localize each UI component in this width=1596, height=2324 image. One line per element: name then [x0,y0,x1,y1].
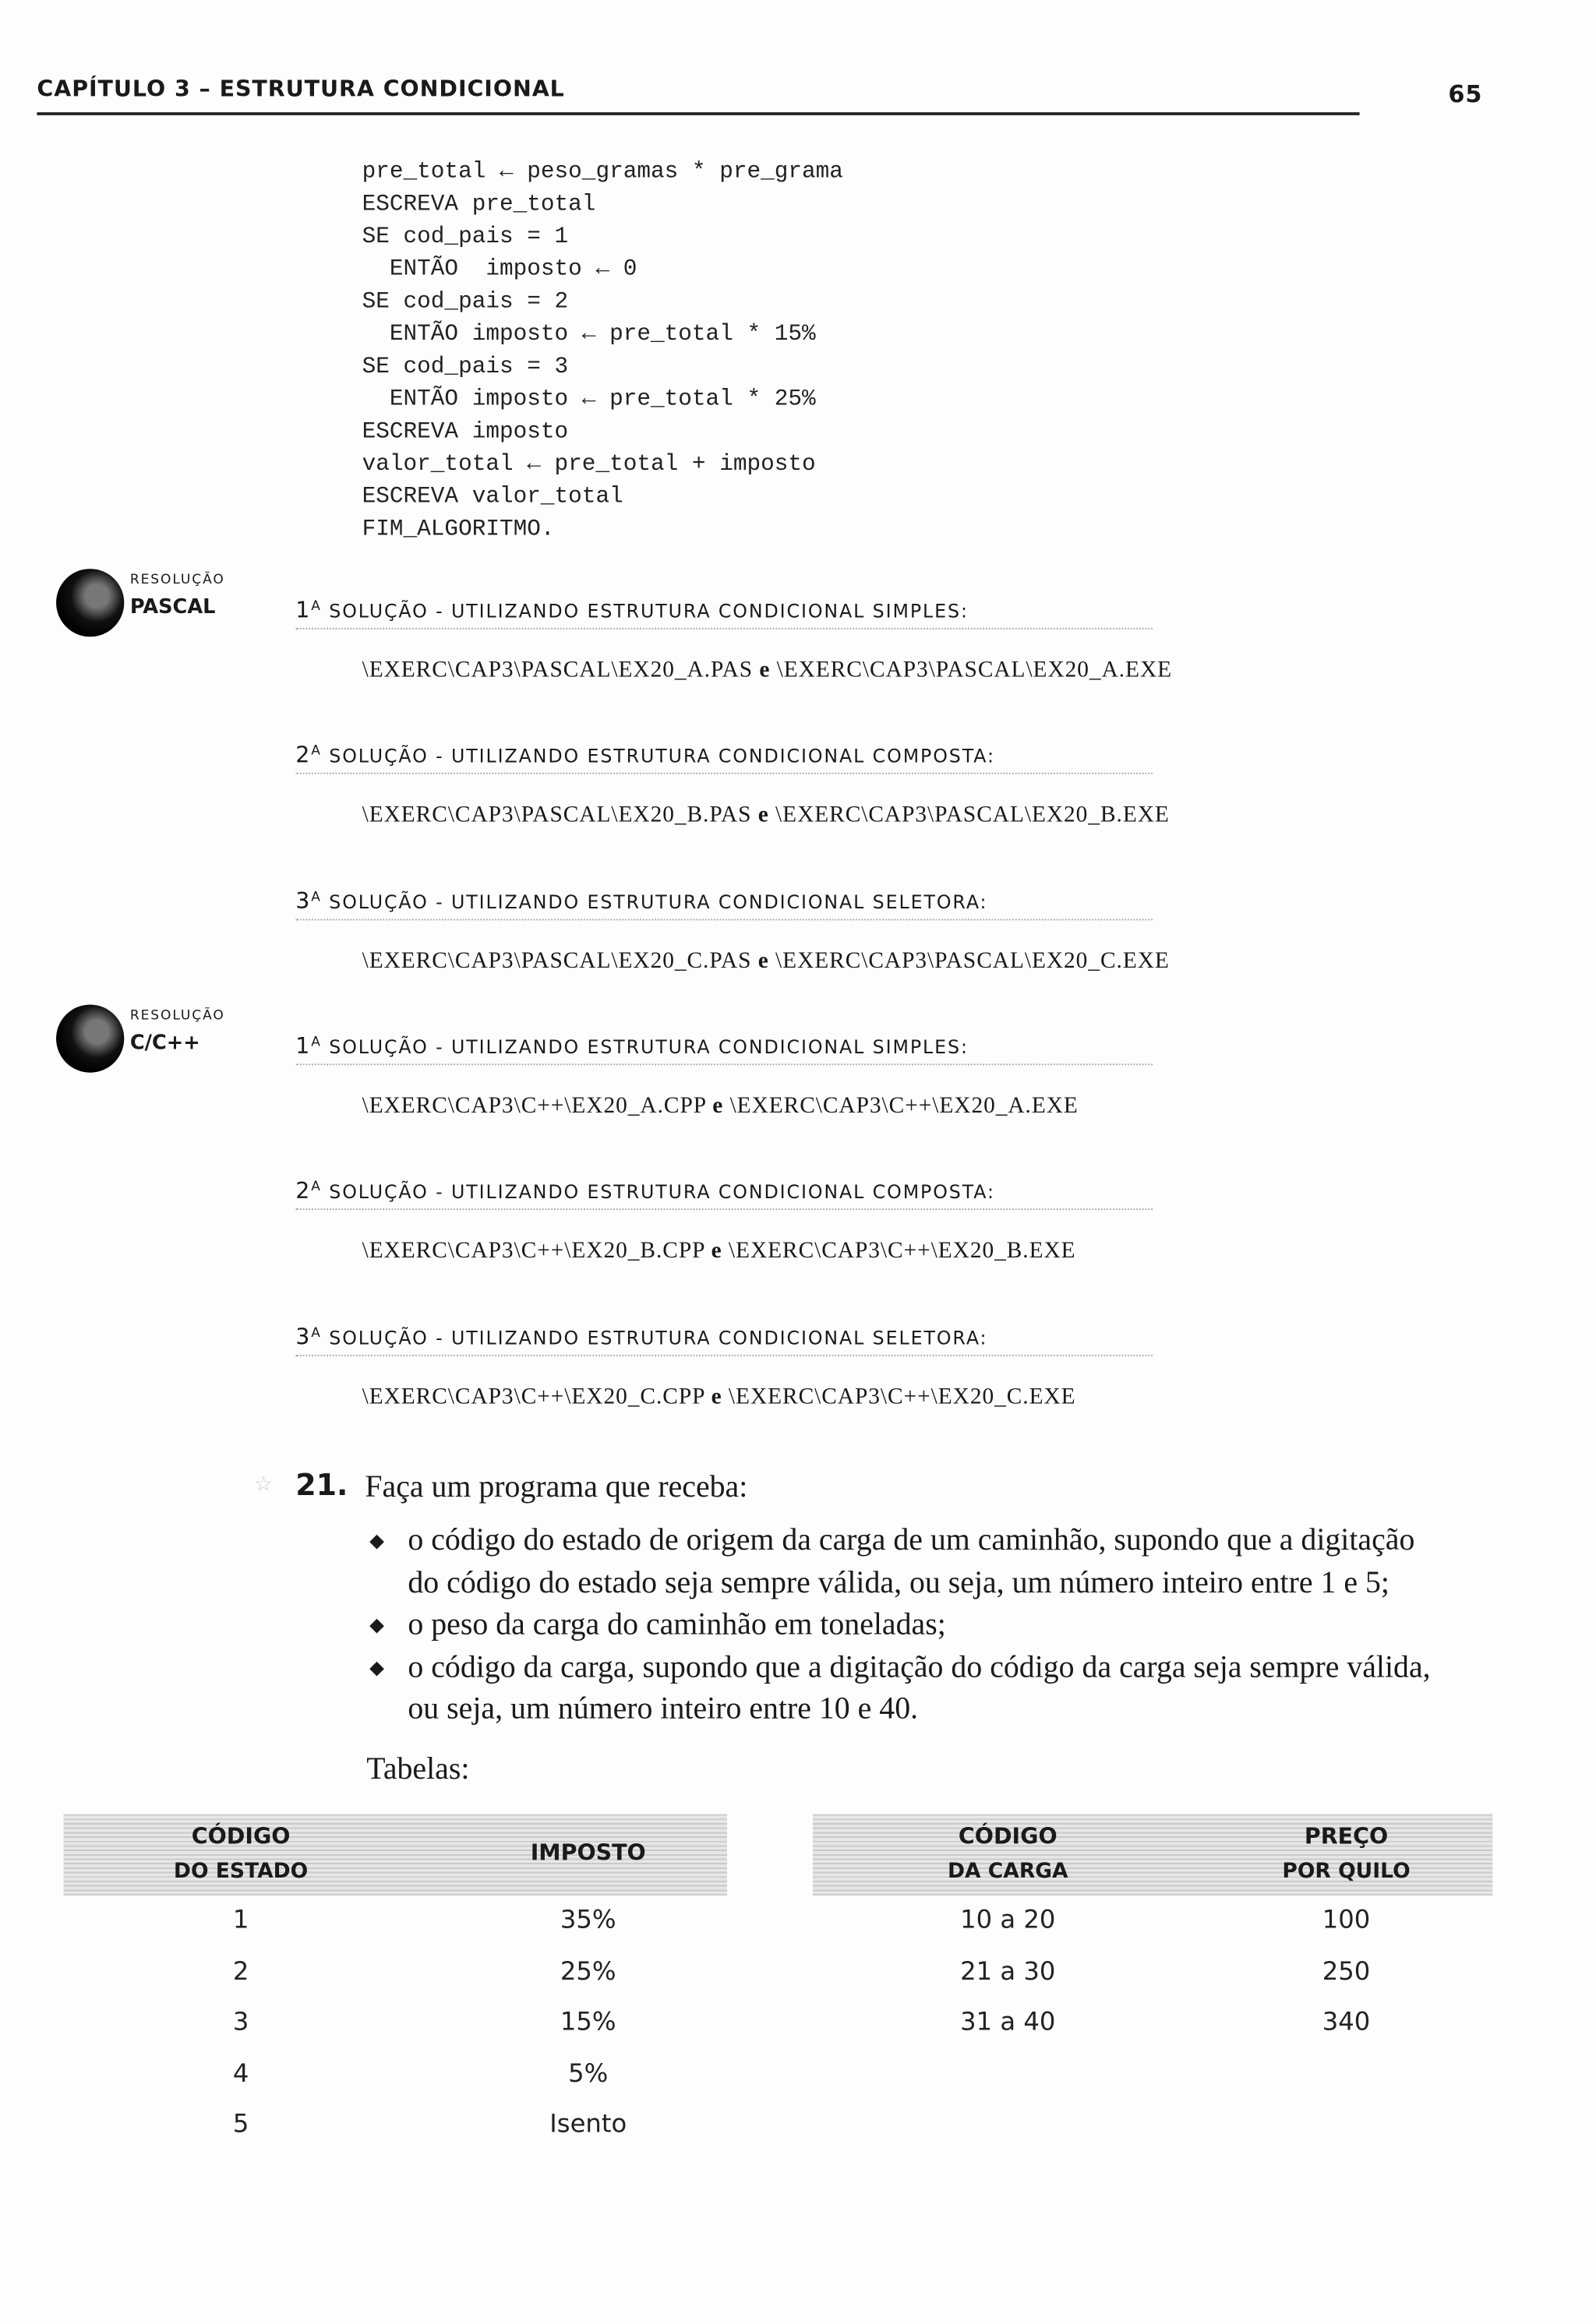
dotted-underline [295,1355,1153,1356]
ordinal-suffix: A [311,599,322,615]
code-line: SE cod_pais = 1 [362,223,569,250]
diamond-bullet-icon: ◆ [369,1613,385,1636]
diamond-bullet-icon: ◆ [369,1655,385,1678]
tables-label: Tabelas: [366,1751,470,1786]
bullet-text: do código do estado seja sempre válida, ou seja, um número inteiro entre 1 e 5; [408,1564,1389,1599]
bullet-text: o código do estado de origem da carga de um caminhão, supondo que a digitação [408,1522,1415,1557]
solution-title [295,742,995,768]
table-cell: 10 a 20 [960,1906,1056,1936]
source-file-path: \EXERC\CAP3\PASCAL\EX20_C.PAS [362,948,752,974]
chapter-header: CAPÍTULO 3 – ESTRUTURA CONDICIONAL [37,75,565,102]
column-header-line: CÓDIGO [958,1823,1058,1850]
resolution-label: RESOLUÇÃO [129,573,225,588]
table-cell: Isento [549,2109,627,2139]
column-header-line: POR QUILO [1282,1860,1411,1884]
table-cell: 250 [1322,1956,1371,1987]
executable-file-path: \EXERC\CAP3\PASCAL\EX20_A.EXE [776,657,1173,683]
file-paths [362,658,1172,684]
column-header [174,1818,308,1889]
solution-text: SOLUÇÃO - UTILIZANDO ESTRUTURA CONDICIONAL SELETORA: [329,1326,988,1349]
solution-text: SOLUÇÃO - UTILIZANDO ESTRUTURA CONDICIONAL SELETORA: [329,890,988,913]
table-cell: 31 a 40 [960,2008,1056,2037]
table-cell: 5 [232,2109,249,2139]
bullet-text: o código da carga, supondo que a digitação do código da carga seja sempre válida, [408,1648,1431,1684]
ordinal-suffix: A [311,1180,322,1195]
column-header [1282,1818,1410,1889]
solution-title [295,888,987,915]
solution-title [295,1033,969,1060]
file-paths [362,948,1170,975]
dotted-underline [295,1063,1153,1065]
conjunction: e [711,1238,722,1264]
bullet-text: o peso da carga do caminhão em toneladas; [408,1606,946,1642]
page-number: 65 [1448,79,1483,108]
table-cell: 3 [232,2008,249,2037]
file-paths [362,1384,1076,1411]
source-file-path: \EXERC\CAP3\PASCAL\EX20_B.PAS [362,802,752,827]
bullet-text: ou seja, um número inteiro entre 10 e 40. [408,1690,919,1726]
table-cell: 2 [232,1956,249,1987]
solution-text: SOLUÇÃO - UTILIZANDO ESTRUTURA CONDICIONAL SIMPLES: [329,599,969,622]
conjunction: e [759,657,771,683]
code-line: SE cod_pais = 2 [362,287,569,315]
table-cell: 35% [560,1906,616,1936]
resolution-icon [56,1004,124,1072]
file-paths [362,1093,1079,1120]
solution-number: 1 [295,597,312,624]
conjunction: e [757,802,769,827]
resolution-language: PASCAL [129,595,216,619]
table-cell: 21 a 30 [960,1956,1056,1987]
executable-file-path: \EXERC\CAP3\C++\EX20_A.EXE [729,1093,1079,1119]
table-cell: 15% [560,2008,616,2037]
solution-title [295,1324,987,1350]
exercise-intro: Faça um programa que receba: [365,1468,748,1504]
table-cell: 1 [232,1906,249,1936]
column-header-line: PREÇO [1304,1823,1389,1850]
solution-number: 1 [295,1032,312,1060]
table-cell: 100 [1322,1906,1371,1936]
code-line: ESCREVA pre_total [362,190,596,217]
conjunction: e [711,1384,722,1410]
star-icon: ☆ [254,1474,273,1497]
executable-file-path: \EXERC\CAP3\C++\EX20_B.EXE [728,1238,1076,1264]
solution-text: SOLUÇÃO - UTILIZANDO ESTRUTURA CONDICIONAL COMPOSTA: [329,744,995,767]
executable-file-path: \EXERC\CAP3\PASCAL\EX20_C.EXE [775,948,1170,974]
solution-title [295,1177,995,1204]
solution-number: 2 [295,1177,312,1204]
ordinal-suffix: A [311,890,322,906]
resolution-icon [56,569,124,637]
dotted-underline [295,773,1153,774]
dotted-underline [295,919,1153,920]
code-line: ENTÃO imposto ← pre_total * 25% [362,385,816,413]
resolution-language: C/C++ [129,1031,200,1055]
diamond-bullet-icon: ◆ [369,1529,385,1552]
code-line: ENTÃO imposto ← pre_total * 15% [362,320,816,347]
solution-number: 3 [295,1324,312,1351]
table-cell: 5% [568,2058,609,2089]
executable-file-path: \EXERC\CAP3\C++\EX20_C.EXE [728,1384,1076,1410]
file-paths [362,802,1170,829]
conjunction: e [712,1093,724,1119]
dotted-underline [295,1208,1153,1210]
column-header-line: CÓDIGO [191,1823,291,1850]
resolution-label: RESOLUÇÃO [129,1009,225,1024]
exercise-number: 21. [295,1467,348,1503]
column-header [948,1818,1068,1889]
table-cell: 4 [232,2058,249,2089]
solution-number: 3 [295,887,312,915]
conjunction: e [757,948,769,974]
source-file-path: \EXERC\CAP3\C++\EX20_A.CPP [362,1093,706,1119]
source-file-path: \EXERC\CAP3\PASCAL\EX20_A.PAS [362,657,754,683]
column-header-line: DA CARGA [947,1860,1068,1884]
code-line: SE cod_pais = 3 [362,353,569,380]
table-cell: 340 [1322,2008,1371,2037]
code-line: ESCREVA valor_total [362,483,623,510]
code-line: pre_total ← peso_gramas * pre_grama [362,157,843,185]
ordinal-suffix: A [311,1035,322,1050]
code-line: ESCREVA imposto [362,418,569,445]
file-paths [362,1238,1076,1264]
solution-text: SOLUÇÃO - UTILIZANDO ESTRUTURA CONDICIONAL SIMPLES: [329,1035,969,1058]
source-file-path: \EXERC\CAP3\C++\EX20_C.CPP [362,1384,705,1410]
code-line: valor_total ← pre_total + imposto [362,450,816,478]
solution-title [295,597,969,623]
code-line: FIM_ALGORITMO. [362,515,555,542]
table-cell: 25% [560,1956,616,1987]
column-header-line: IMPOSTO [530,1839,646,1867]
dotted-underline [295,628,1153,629]
source-file-path: \EXERC\CAP3\C++\EX20_B.CPP [362,1238,705,1264]
ordinal-suffix: A [311,1326,322,1342]
executable-file-path: \EXERC\CAP3\PASCAL\EX20_B.EXE [775,802,1170,827]
ordinal-suffix: A [311,744,322,760]
solution-number: 2 [295,741,312,769]
code-line: ENTÃO imposto ← 0 [362,256,637,283]
solution-text: SOLUÇÃO - UTILIZANDO ESTRUTURA CONDICIONAL COMPOSTA: [329,1180,995,1203]
header-rule [37,112,1359,115]
column-header [531,1835,646,1871]
column-header-line: DO ESTADO [173,1860,309,1884]
